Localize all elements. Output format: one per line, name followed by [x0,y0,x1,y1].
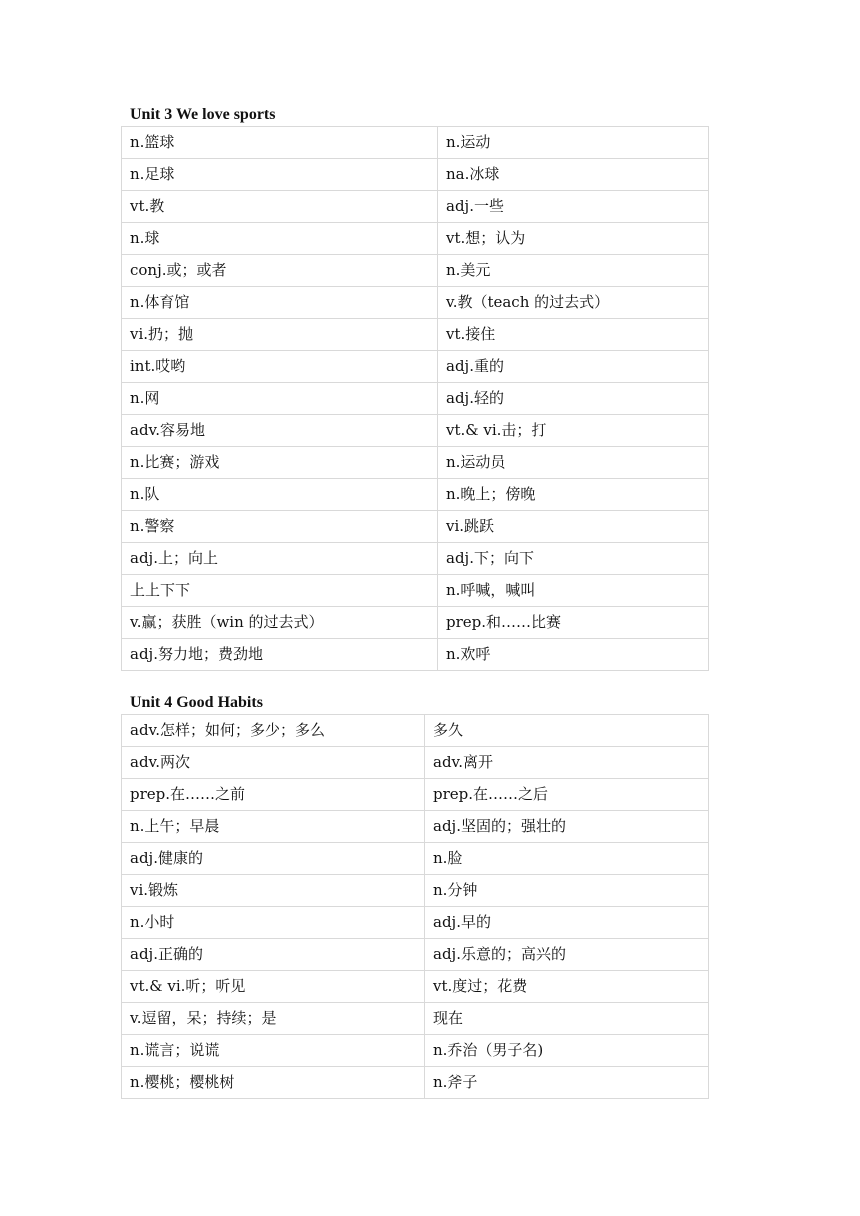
table-row [122,191,709,223]
vocab-cell-left: v.逗留，呆；持续；是 [122,1003,425,1035]
vocab-cell-right: vt.想；认为 [438,223,709,255]
vocab-cell-right: n.晚上；傍晚 [438,479,709,511]
vocab-cell-right: vt.& vi.击；打 [438,415,709,447]
vocab-cell-right: vt.度过；花费 [425,971,709,1003]
table-row [122,255,709,287]
vocab-cell-right: prep.和……比赛 [438,607,709,639]
table-row [122,319,709,351]
vocab-cell-right: adj.下；向下 [438,543,709,575]
unit-3-section [121,104,708,671]
vocab-cell-right: v.教（teach 的过去式） [438,287,709,319]
unit-4-title: Unit 4 Good Habits [130,694,263,711]
table-row [122,1003,709,1035]
vocab-cell-right: 多久 [425,715,709,747]
vocab-cell-left: n.小时 [122,907,425,939]
table-row [122,811,709,843]
vocab-cell-left: v.赢；获胜（win 的过去式） [122,607,438,639]
vocab-cell-right: n.运动 [438,127,709,159]
vocab-cell-left: adj.健康的 [122,843,425,875]
vocab-cell-left: 上上下下 [122,575,438,607]
vocab-cell-left: n.比赛；游戏 [122,447,438,479]
vocab-cell-left: n.樱桃；樱桃树 [122,1067,425,1099]
table-row [122,543,709,575]
table-row [122,907,709,939]
unit-4-vocab-table [121,714,709,1099]
vocab-cell-left: n.网 [122,383,438,415]
unit-3-vocab-table [121,126,709,671]
table-row [122,607,709,639]
vocab-cell-right: adj.坚固的；强壮的 [425,811,709,843]
vocab-cell-right: adv.离开 [425,747,709,779]
vocab-cell-left: int.哎哟 [122,351,438,383]
vocab-cell-right: adj.重的 [438,351,709,383]
table-row [122,843,709,875]
vocab-cell-right: n.脸 [425,843,709,875]
vocab-cell-left: n.球 [122,223,438,255]
vocab-cell-right: n.乔治（男子名) [425,1035,709,1067]
table-row [122,287,709,319]
table-row [122,779,709,811]
vocab-cell-left: adv.两次 [122,747,425,779]
table-row [122,127,709,159]
unit-4-vocab-body [122,715,709,1099]
vocab-cell-right: prep.在……之后 [425,779,709,811]
table-row [122,479,709,511]
vocab-cell-right: adj.一些 [438,191,709,223]
vocab-cell-right: adj.乐意的；高兴的 [425,939,709,971]
table-row [122,383,709,415]
vocab-cell-right: vt.接住 [438,319,709,351]
vocab-cell-right: 现在 [425,1003,709,1035]
unit-3-vocab-body [122,127,709,671]
table-row [122,351,709,383]
vocab-cell-left: n.队 [122,479,438,511]
vocab-cell-right: n.斧子 [425,1067,709,1099]
vocab-cell-left: vt.教 [122,191,438,223]
table-row [122,939,709,971]
vocab-cell-left: n.体育馆 [122,287,438,319]
vocab-cell-right: adj.轻的 [438,383,709,415]
vocab-cell-left: adj.上；向上 [122,543,438,575]
vocab-cell-left: adj.正确的 [122,939,425,971]
vocab-cell-right: adj.早的 [425,907,709,939]
vocab-cell-left: n.警察 [122,511,438,543]
vocab-cell-right: vi.跳跃 [438,511,709,543]
vocab-cell-left: n.篮球 [122,127,438,159]
vocab-cell-left: vi.锻炼 [122,875,425,907]
table-row [122,715,709,747]
vocab-cell-right: n.美元 [438,255,709,287]
table-row [122,639,709,671]
table-row [122,875,709,907]
table-row [122,575,709,607]
vocab-cell-left: prep.在……之前 [122,779,425,811]
table-row [122,1035,709,1067]
vocab-cell-right: n.分钟 [425,875,709,907]
unit-4-section [121,692,708,1099]
vocab-cell-left: n.谎言；说谎 [122,1035,425,1067]
vocab-cell-left: vt.& vi.听；听见 [122,971,425,1003]
vocab-cell-left: conj.或；或者 [122,255,438,287]
vocab-cell-left: adj.努力地；费劲地 [122,639,438,671]
table-row [122,1067,709,1099]
table-row [122,747,709,779]
vocab-cell-left: adv.容易地 [122,415,438,447]
unit-3-title: Unit 3 We love sports [130,106,276,123]
table-row [122,415,709,447]
table-row [122,159,709,191]
table-row [122,447,709,479]
table-row [122,971,709,1003]
vocab-cell-left: adv.怎样；如何；多少；多么 [122,715,425,747]
vocab-cell-left: n.上午；早晨 [122,811,425,843]
vocab-cell-right: n.运动员 [438,447,709,479]
table-row [122,223,709,255]
vocab-cell-right: n.呼喊，喊叫 [438,575,709,607]
table-row [122,511,709,543]
vocab-cell-right: n.欢呼 [438,639,709,671]
vocab-cell-left: vi.扔；抛 [122,319,438,351]
vocab-cell-left: n.足球 [122,159,438,191]
vocab-cell-right: na.冰球 [438,159,709,191]
